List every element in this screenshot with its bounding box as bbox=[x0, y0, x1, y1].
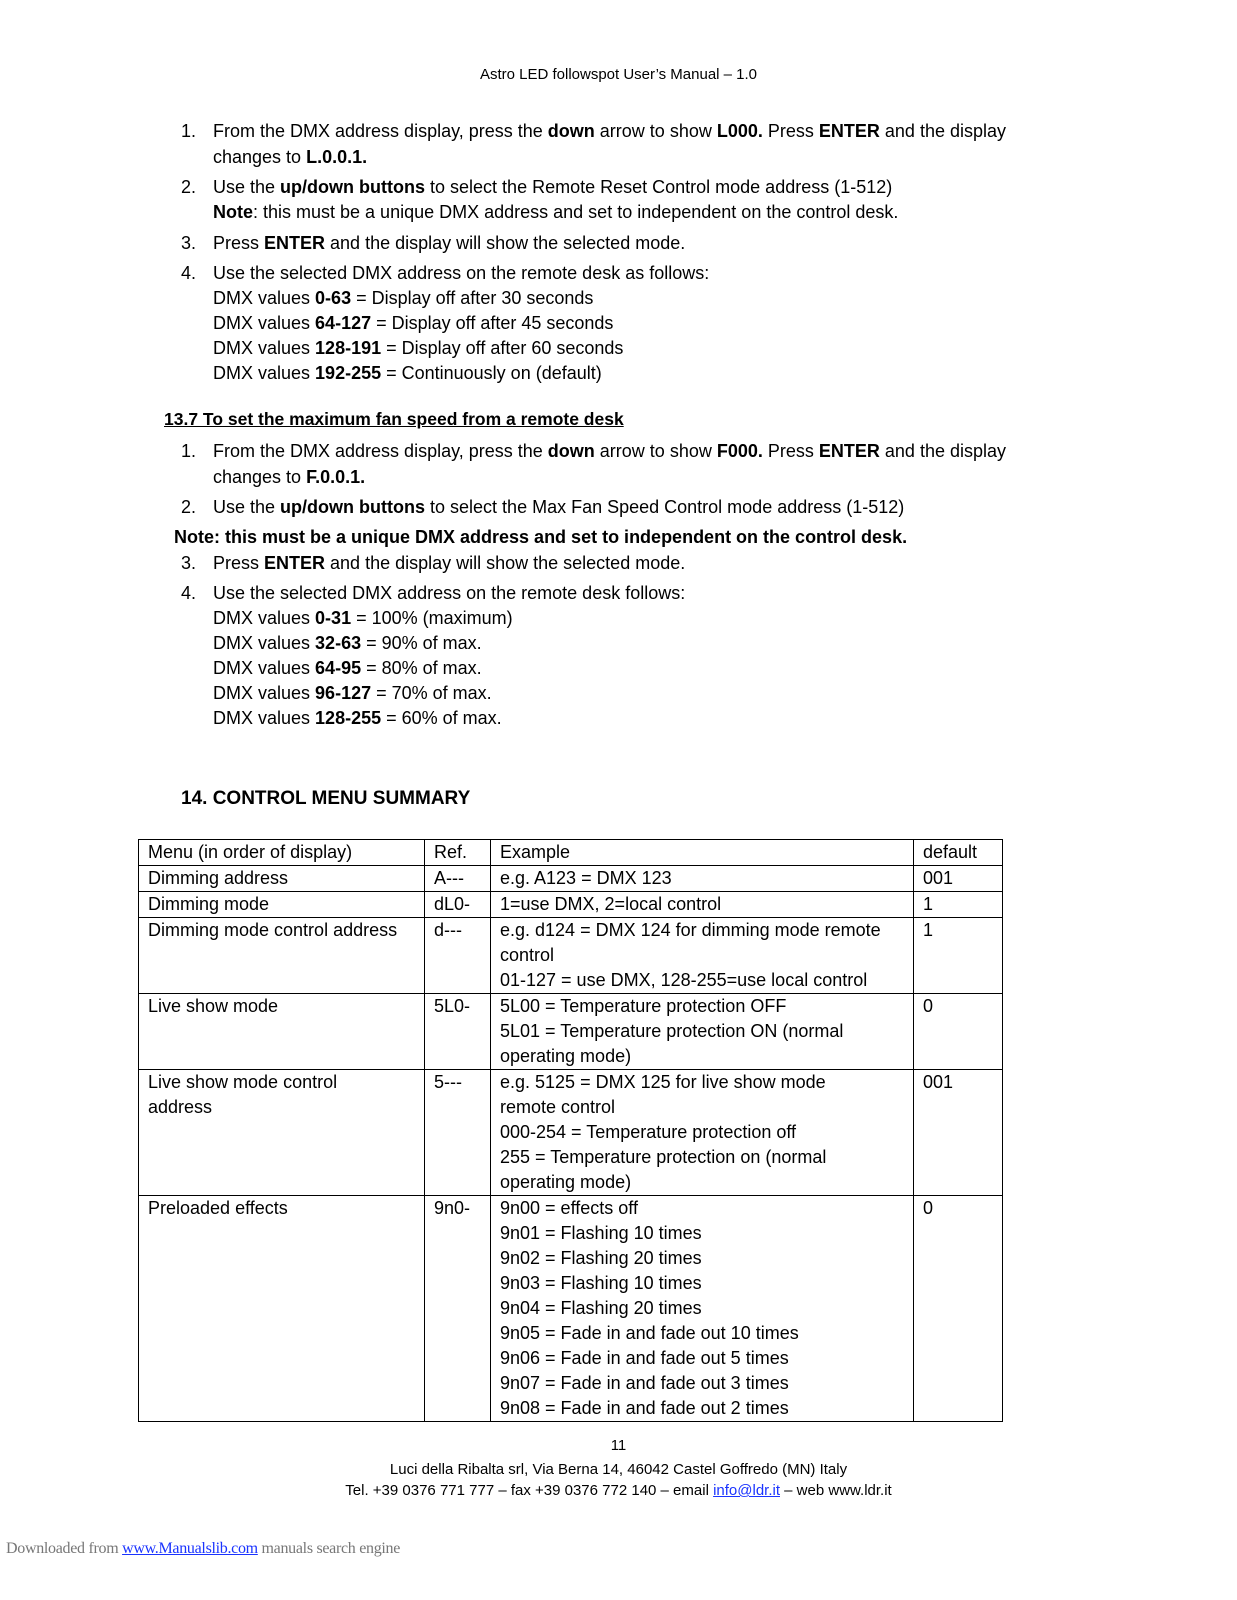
default-cell: 001 bbox=[914, 866, 1003, 892]
manualslib-link[interactable]: www.Manualslib.com bbox=[122, 1540, 258, 1557]
dmx-value-line: DMX values 64-127 = Display off after 45 seconds bbox=[213, 313, 614, 333]
table-header-row bbox=[139, 840, 1003, 866]
list-item-note: Note: this must be a unique DMX address and set to independent on the control desk. bbox=[213, 202, 899, 222]
section-heading-13-7: 13.7 To set the maximum fan speed from a remote desk bbox=[164, 409, 624, 429]
table-row bbox=[139, 994, 1003, 1070]
table-header-cell: Menu (in order of display) bbox=[139, 840, 425, 866]
list-item: Use the selected DMX address on the remote desk follows: bbox=[213, 583, 686, 603]
example-cell: 1=use DMX, 2=local control bbox=[491, 892, 914, 918]
list-item: From the DMX address display, press the down arrow to show L000. Press ENTER and the display bbox=[213, 121, 1006, 141]
example-cell: e.g. 5125 = DMX 125 for live show mode remote control 000-254 = Temperature protection off 255 = Temperature protection on (normal operating mode) bbox=[491, 1070, 914, 1196]
list-item: From the DMX address display, press the down arrow to show F000. Press ENTER and the display bbox=[213, 441, 1006, 461]
page-number: 11 bbox=[610, 1437, 627, 1454]
page-header: Astro LED followspot User’s Manual – 1.0 bbox=[479, 66, 758, 83]
default-cell: 0 bbox=[914, 1196, 1003, 1422]
control-menu-summary-table bbox=[138, 839, 1003, 1422]
footer-contact: Tel. +39 0376 771 777 – fax +39 0376 772 140 – email info@ldr.it – web www.ldr.it bbox=[345, 1482, 892, 1499]
list-number: 4. bbox=[181, 263, 197, 283]
download-banner: Downloaded from www.Manualslib.com manuals search engine bbox=[6, 1540, 401, 1557]
list-item: Use the up/down buttons to select the Max Fan Speed Control mode address (1-512) bbox=[213, 497, 905, 517]
list-item: Use the selected DMX address on the remote desk as follows: bbox=[213, 263, 710, 283]
default-cell: 1 bbox=[914, 892, 1003, 918]
list-number: 1. bbox=[181, 441, 197, 461]
ref-cell: dL0- bbox=[425, 892, 491, 918]
dmx-value-line: DMX values 0-63 = Display off after 30 seconds bbox=[213, 288, 594, 308]
table-header-cell: Example bbox=[491, 840, 914, 866]
dmx-value-line: DMX values 0-31 = 100% (maximum) bbox=[213, 608, 513, 628]
ref-cell: A--- bbox=[425, 866, 491, 892]
dmx-value-line: DMX values 128-191 = Display off after 60 seconds bbox=[213, 338, 624, 358]
dmx-value-line: DMX values 128-255 = 60% of max. bbox=[213, 708, 502, 728]
list-item: Use the up/down buttons to select the Remote Reset Control mode address (1-512) bbox=[213, 177, 893, 197]
default-cell: 0 bbox=[914, 994, 1003, 1070]
menu-cell: Live show mode control address bbox=[139, 1070, 425, 1196]
dmx-value-line: DMX values 64-95 = 80% of max. bbox=[213, 658, 482, 678]
menu-cell: Live show mode bbox=[139, 994, 425, 1070]
list-number: 4. bbox=[181, 583, 197, 603]
example-cell: 9n00 = effects off 9n01 = Flashing 10 times 9n02 = Flashing 20 times 9n03 = Flashing 10 times 9n04 = Flashing 20 times 9n05 = Fade in and fade out 10 times 9n06 = Fade in and fade out 5 times 9n07 = Fade in and fade out 3 times 9n08 = Fade in and fade out 2 times bbox=[491, 1196, 914, 1422]
dmx-value-line: DMX values 96-127 = 70% of max. bbox=[213, 683, 492, 703]
list-number: 1. bbox=[181, 121, 197, 141]
table-row bbox=[139, 1196, 1003, 1422]
table-header-cell: Ref. bbox=[425, 840, 491, 866]
list-item-continuation: changes to L.0.0.1. bbox=[213, 147, 368, 167]
ref-cell: d--- bbox=[425, 918, 491, 994]
default-cell: 001 bbox=[914, 1070, 1003, 1196]
table-row bbox=[139, 1070, 1003, 1196]
ref-cell: 5--- bbox=[425, 1070, 491, 1196]
dmx-value-line: DMX values 192-255 = Continuously on (default) bbox=[213, 363, 602, 383]
section-heading-14: 14. CONTROL MENU SUMMARY bbox=[181, 788, 471, 809]
list-number: 2. bbox=[181, 497, 197, 517]
bold-note: Note: this must be a unique DMX address and set to independent on the control desk. bbox=[174, 527, 908, 547]
menu-cell: Dimming mode control address bbox=[139, 918, 425, 994]
menu-cell: Dimming address bbox=[139, 866, 425, 892]
menu-cell: Preloaded effects bbox=[139, 1196, 425, 1422]
example-cell: 5L00 = Temperature protection OFF 5L01 = Temperature protection ON (normal operating mode) bbox=[491, 994, 914, 1070]
ref-cell: 5L0- bbox=[425, 994, 491, 1070]
menu-cell: Dimming mode bbox=[139, 892, 425, 918]
table-header-cell: default bbox=[914, 840, 1003, 866]
list-number: 3. bbox=[181, 233, 197, 253]
dmx-value-line: DMX values 32-63 = 90% of max. bbox=[213, 633, 482, 653]
list-number: 3. bbox=[181, 553, 197, 573]
list-item: Press ENTER and the display will show the selected mode. bbox=[213, 553, 686, 573]
example-cell: e.g. A123 = DMX 123 bbox=[491, 866, 914, 892]
ref-cell: 9n0- bbox=[425, 1196, 491, 1422]
table-row bbox=[139, 892, 1003, 918]
table-row bbox=[139, 918, 1003, 994]
list-item-continuation: changes to F.0.0.1. bbox=[213, 467, 366, 487]
default-cell: 1 bbox=[914, 918, 1003, 994]
list-number: 2. bbox=[181, 177, 197, 197]
list-item: Press ENTER and the display will show the selected mode. bbox=[213, 233, 686, 253]
footer-address: Luci della Ribalta srl, Via Berna 14, 46042 Castel Goffredo (MN) Italy bbox=[389, 1461, 848, 1478]
table-row bbox=[139, 866, 1003, 892]
email-link[interactable]: info@ldr.it bbox=[713, 1482, 780, 1499]
example-cell: e.g. d124 = DMX 124 for dimming mode remote control 01-127 = use DMX, 128-255=use local control bbox=[491, 918, 914, 994]
